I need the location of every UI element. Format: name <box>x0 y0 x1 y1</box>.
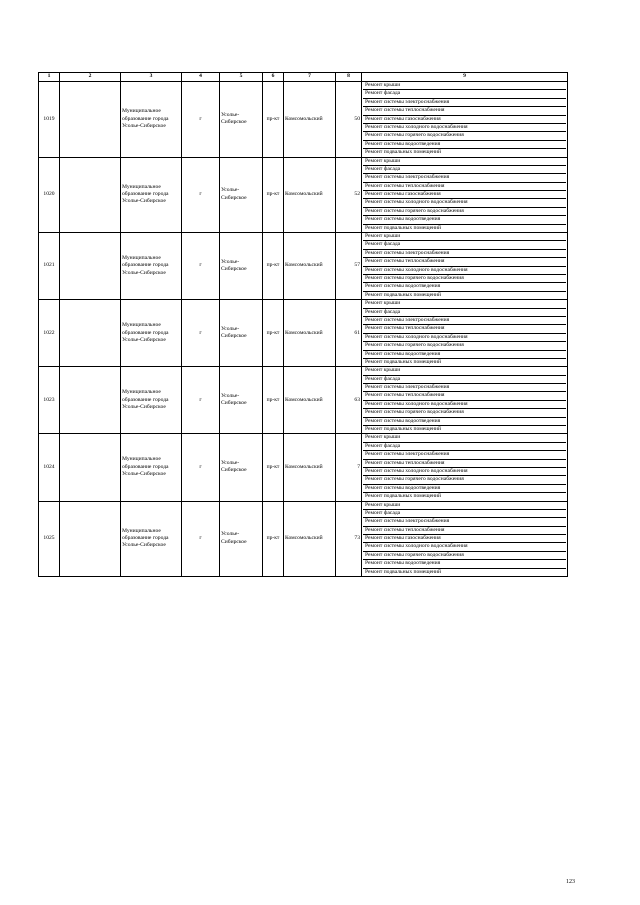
work-item: Ремонт системы горячего водоснабжения <box>363 274 566 282</box>
table-row <box>39 501 568 577</box>
row-col2 <box>60 367 121 434</box>
work-item: Ремонт системы холодного водоснабжения <box>363 542 566 550</box>
row-col2 <box>60 157 121 233</box>
works-list <box>363 158 566 233</box>
row-number: 1021 <box>39 233 60 300</box>
header-cell: 5 <box>220 73 263 82</box>
settlement-cell: Усолье-Сибирское <box>220 233 263 300</box>
work-item: Ремонт фасада <box>363 89 566 97</box>
works-list <box>363 300 566 366</box>
work-item: Ремонт системы теплоснабжения <box>363 526 566 534</box>
header-cell: 4 <box>182 73 220 82</box>
table-row <box>39 367 568 434</box>
header-cell: 6 <box>263 73 284 82</box>
work-item: Ремонт системы электроснабжения <box>363 517 566 525</box>
row-number: 1020 <box>39 157 60 233</box>
works-list <box>363 502 566 577</box>
works-list <box>363 367 566 433</box>
settlement-type-cell: г <box>182 501 220 577</box>
row-col2 <box>60 434 121 501</box>
work-item: Ремонт крыши <box>365 233 401 240</box>
work-item: Ремонт системы холодного водоснабжения <box>363 467 566 475</box>
header-cell: 1 <box>39 73 60 82</box>
work-item: Ремонт системы холодного водоснабжения <box>363 266 566 274</box>
settlement-type-cell: г <box>182 300 220 367</box>
header-cell: 3 <box>121 73 182 82</box>
work-item: Ремонт системы газоснабжения <box>363 190 566 198</box>
work-item: Ремонт крыши <box>365 82 401 88</box>
works-list <box>363 233 566 299</box>
work-item: Ремонт фасада <box>363 509 566 517</box>
municipality-cell: Муниципальное образование города Усолье-Сибирское <box>121 157 182 233</box>
work-item: Ремонт подвальных помещений <box>363 291 566 299</box>
work-item: Ремонт системы электроснабжения <box>363 316 566 324</box>
work-item: Ремонт системы водоотведения <box>363 140 566 148</box>
work-item: Ремонт фасада <box>363 442 566 450</box>
work-item: Ремонт системы холодного водоснабжения <box>363 333 566 341</box>
settlement-type-cell: г <box>182 367 220 434</box>
row-col2 <box>60 233 121 300</box>
works-cell <box>362 82 568 158</box>
work-item: Ремонт системы теплоснабжения <box>363 391 566 399</box>
work-item: Ремонт системы электроснабжения <box>363 173 566 181</box>
work-item: Ремонт системы горячего водоснабжения <box>363 475 566 483</box>
work-item: Ремонт системы теплоснабжения <box>363 106 566 114</box>
work-item: Ремонт фасада <box>363 375 566 383</box>
municipality-cell: Муниципальное образование города Усолье-Сибирское <box>121 300 182 367</box>
work-item: Ремонт системы холодного водоснабжения <box>363 198 566 206</box>
work-item: Ремонт крыши <box>365 434 401 441</box>
work-item: Ремонт системы теплоснабжения <box>363 182 566 190</box>
header-cell: 9 <box>362 73 568 82</box>
house-number-cell: 61 <box>336 300 362 367</box>
house-number-cell: 50 <box>336 82 362 158</box>
works-list <box>363 434 566 500</box>
work-item: Ремонт системы горячего водоснабжения <box>363 408 566 416</box>
work-item: Ремонт системы горячего водоснабжения <box>363 131 566 139</box>
work-item: Ремонт подвальных помещений <box>363 492 566 500</box>
work-item: Ремонт системы водоотведения <box>363 350 566 358</box>
work-item: Ремонт подвальных помещений <box>363 568 566 576</box>
header-cell: 2 <box>60 73 121 82</box>
row-number: 1022 <box>39 300 60 367</box>
works-cell <box>362 300 568 367</box>
street-type-cell: пр-кт <box>263 233 284 300</box>
settlement-cell: Усолье-Сибирское <box>220 82 263 158</box>
row-number: 1024 <box>39 434 60 501</box>
work-item: Ремонт системы электроснабжения <box>363 249 566 257</box>
work-item: Ремонт крыши <box>365 367 401 374</box>
works-cell <box>362 501 568 577</box>
street-cell: Комсомольский <box>284 82 336 158</box>
table-row <box>39 233 568 300</box>
work-item: Ремонт системы водоотведения <box>363 282 566 290</box>
work-item: Ремонт системы теплоснабжения <box>363 459 566 467</box>
settlement-type-cell: г <box>182 157 220 233</box>
row-col2 <box>60 501 121 577</box>
municipality-cell: Муниципальное образование города Усолье-Сибирское <box>121 233 182 300</box>
settlement-type-cell: г <box>182 233 220 300</box>
municipality-cell: Муниципальное образование города Усолье-Сибирское <box>121 501 182 577</box>
municipality-cell: Муниципальное образование города Усолье-Сибирское <box>121 82 182 158</box>
work-item: Ремонт фасада <box>363 165 566 173</box>
street-cell: Комсомольский <box>284 434 336 501</box>
settlement-type-cell: г <box>182 82 220 158</box>
street-type-cell: пр-кт <box>263 434 284 501</box>
street-type-cell: пр-кт <box>263 157 284 233</box>
works-cell <box>362 434 568 501</box>
row-number: 1025 <box>39 501 60 577</box>
row-number: 1023 <box>39 367 60 434</box>
table-row <box>39 434 568 501</box>
work-item: Ремонт системы теплоснабжения <box>363 324 566 332</box>
settlement-cell: Усолье-Сибирское <box>220 501 263 577</box>
street-type-cell: пр-кт <box>263 82 284 158</box>
municipality-cell: Муниципальное образование города Усолье-Сибирское <box>121 434 182 501</box>
work-item: Ремонт системы горячего водоснабжения <box>363 341 566 349</box>
work-item: Ремонт системы газоснабжения <box>363 534 566 542</box>
municipality-cell: Муниципальное образование города Усолье-Сибирское <box>121 367 182 434</box>
work-item: Ремонт системы водоотведения <box>363 417 566 425</box>
row-col2 <box>60 300 121 367</box>
work-item: Ремонт системы электроснабжения <box>363 98 566 106</box>
work-item: Ремонт системы электроснабжения <box>363 383 566 391</box>
street-type-cell: пр-кт <box>263 300 284 367</box>
table-row <box>39 82 568 158</box>
row-number: 1019 <box>39 82 60 158</box>
work-item: Ремонт подвальных помещений <box>363 425 566 433</box>
house-number-cell: 73 <box>336 501 362 577</box>
work-item: Ремонт системы водоотведения <box>363 484 566 492</box>
work-item: Ремонт крыши <box>365 157 401 164</box>
header-row <box>39 73 568 82</box>
registry-table <box>38 72 568 577</box>
street-type-cell: пр-кт <box>263 367 284 434</box>
work-item: Ремонт подвальных помещений <box>363 148 566 156</box>
work-item: Ремонт крыши <box>365 501 401 508</box>
house-number-cell: 7 <box>336 434 362 501</box>
work-item: Ремонт системы водоотведения <box>363 559 566 567</box>
work-item: Ремонт фасада <box>363 240 566 248</box>
header-cell: 7 <box>284 73 336 82</box>
table-row <box>39 300 568 367</box>
work-item: Ремонт подвальных помещений <box>363 224 566 232</box>
house-number-cell: 57 <box>336 233 362 300</box>
works-list <box>363 82 566 157</box>
works-cell <box>362 233 568 300</box>
work-item: Ремонт системы горячего водоснабжения <box>363 551 566 559</box>
house-number-cell: 63 <box>336 367 362 434</box>
work-item: Ремонт системы горячего водоснабжения <box>363 207 566 215</box>
street-cell: Комсомольский <box>284 300 336 367</box>
settlement-cell: Усолье-Сибирское <box>220 367 263 434</box>
work-item: Ремонт системы водоотведения <box>363 215 566 223</box>
works-cell <box>362 157 568 233</box>
settlement-cell: Усолье-Сибирское <box>220 157 263 233</box>
work-item: Ремонт фасада <box>363 308 566 316</box>
work-item: Ремонт подвальных помещений <box>363 358 566 366</box>
house-number-cell: 52 <box>336 157 362 233</box>
street-cell: Комсомольский <box>284 157 336 233</box>
work-item: Ремонт системы газоснабжения <box>363 115 566 123</box>
work-item: Ремонт системы холодного водоснабжения <box>363 400 566 408</box>
header-cell: 8 <box>336 73 362 82</box>
page-number: 123 <box>566 879 575 885</box>
street-cell: Комсомольский <box>284 367 336 434</box>
work-item: Ремонт крыши <box>365 300 401 307</box>
street-type-cell: пр-кт <box>263 501 284 577</box>
row-col2 <box>60 82 121 158</box>
table-row <box>39 157 568 233</box>
works-cell <box>362 367 568 434</box>
settlement-cell: Усолье-Сибирское <box>220 434 263 501</box>
work-item: Ремонт системы теплоснабжения <box>363 257 566 265</box>
street-cell: Комсомольский <box>284 501 336 577</box>
street-cell: Комсомольский <box>284 233 336 300</box>
settlement-type-cell: г <box>182 434 220 501</box>
settlement-cell: Усолье-Сибирское <box>220 300 263 367</box>
work-item: Ремонт системы электроснабжения <box>363 450 566 458</box>
work-item: Ремонт системы холодного водоснабжения <box>363 123 566 131</box>
